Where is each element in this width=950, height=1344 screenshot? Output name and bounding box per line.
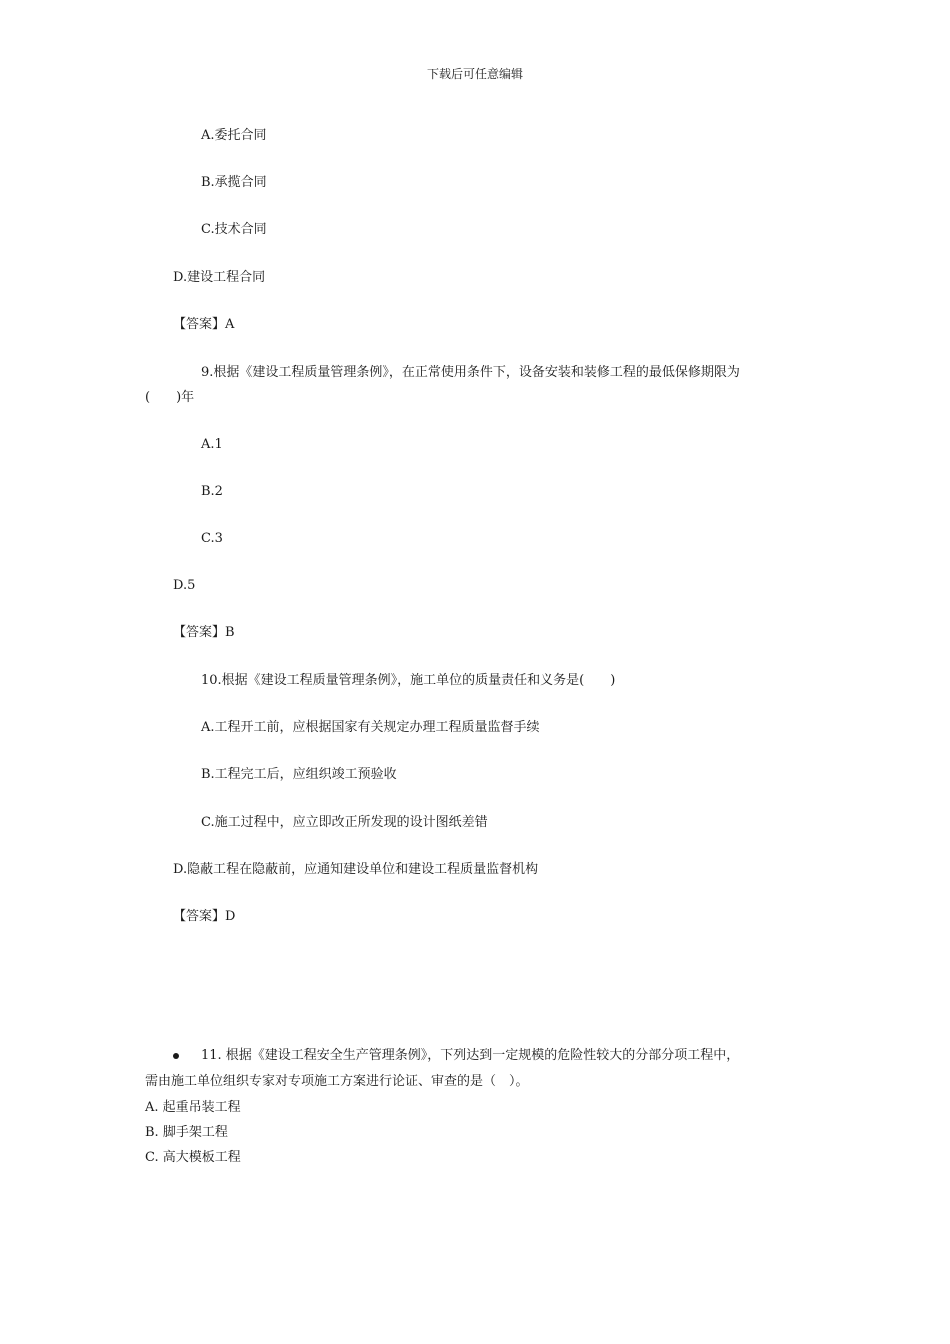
q10-answer: 【答案】D <box>173 909 236 924</box>
q8-option-a: A.委托合同 <box>201 128 267 143</box>
q11-option-b: B. 脚手架工程 <box>145 1125 228 1140</box>
q11-stem-line2: 需由施工单位组织专家对专项施工方案进行论证、审查的是（ ）。 <box>145 1074 529 1089</box>
q10-option-d: D.隐蔽工程在隐蔽前，应通知建设单位和建设工程质量监督机构 <box>173 862 539 877</box>
bullet-icon <box>173 1053 179 1059</box>
q10-option-c: C.施工过程中，应立即改正所发现的设计图纸差错 <box>201 815 488 830</box>
q9-stem-line1: 9.根据《建设工程质量管理条例》，在正常使用条件下，设备安装和装修工程的最低保修期限为 <box>201 365 740 380</box>
q8-option-d: D.建设工程合同 <box>173 270 266 285</box>
page-header: 下载后可任意编辑 <box>426 67 523 81</box>
q11-option-c: C. 高大模板工程 <box>145 1150 241 1165</box>
q8-option-c: C.技术合同 <box>201 222 267 237</box>
q9-answer: 【答案】B <box>173 625 235 640</box>
q9-option-d: D.5 <box>173 578 196 593</box>
q10-stem: 10.根据《建设工程质量管理条例》，施工单位的质量责任和义务是( ) <box>201 673 616 688</box>
q10-option-a: A.工程开工前，应根据国家有关规定办理工程质量监督手续 <box>201 720 540 735</box>
q9-option-c: C.3 <box>201 531 223 546</box>
q11-stem-line1: 11. 根据《建设工程安全生产管理条例》，下列达到一定规模的危险性较大的分部分项工程中， <box>201 1048 740 1063</box>
q9-option-a: A.1 <box>201 437 223 452</box>
q8-answer: 【答案】A <box>173 317 235 332</box>
q10-option-b: B.工程完工后，应组织竣工预验收 <box>201 767 397 782</box>
q9-option-b: B.2 <box>201 484 223 499</box>
q9-stem-line2: ( )年 <box>145 390 195 405</box>
q11-option-a: A. 起重吊装工程 <box>145 1100 241 1115</box>
q8-option-b: B.承揽合同 <box>201 175 267 190</box>
